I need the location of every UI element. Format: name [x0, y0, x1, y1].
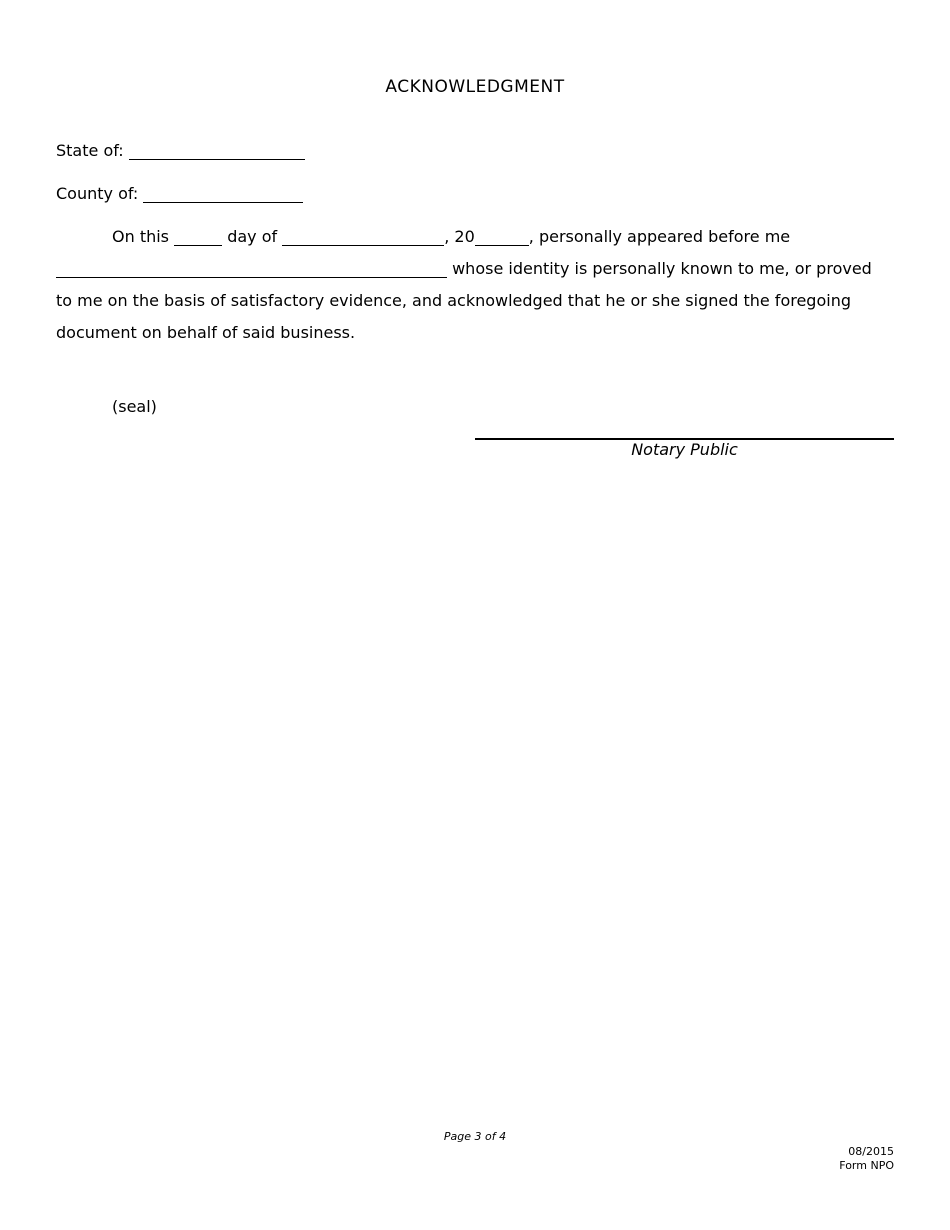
seal-label: (seal): [112, 397, 157, 416]
state-label: State of:: [56, 141, 124, 160]
on-this-text: On this: [112, 227, 170, 246]
person-name-field[interactable]: [56, 259, 447, 278]
appeared-text: , personally appeared before me: [528, 227, 791, 246]
form-date: 08/2015: [848, 1145, 894, 1158]
paragraph-line-1: [112, 226, 790, 248]
county-field[interactable]: [143, 184, 303, 203]
day-of-text: day of: [227, 227, 278, 246]
county-label: County of:: [56, 184, 139, 203]
notary-public-caption: Notary Public: [631, 440, 738, 459]
paragraph-line-4: document on behalf of said business.: [56, 323, 356, 342]
state-field[interactable]: [129, 141, 305, 160]
paragraph-line-2: [56, 258, 872, 280]
year-field[interactable]: [475, 227, 529, 246]
year-prefix-text: , 20: [444, 227, 475, 246]
day-field[interactable]: [174, 227, 222, 246]
state-row: [56, 140, 305, 162]
form-name: Form NPO: [839, 1159, 894, 1172]
identity-text: whose identity is personally known to me, or proved: [452, 259, 872, 278]
page-number: Page 3 of 4: [443, 1130, 507, 1143]
county-row: [56, 183, 303, 205]
document-title: ACKNOWLEDGMENT: [385, 77, 565, 97]
paragraph-line-3: to me on the basis of satisfactory evidence, and acknowledged that he or she signed the foregoing: [56, 291, 851, 310]
month-field[interactable]: [282, 227, 444, 246]
